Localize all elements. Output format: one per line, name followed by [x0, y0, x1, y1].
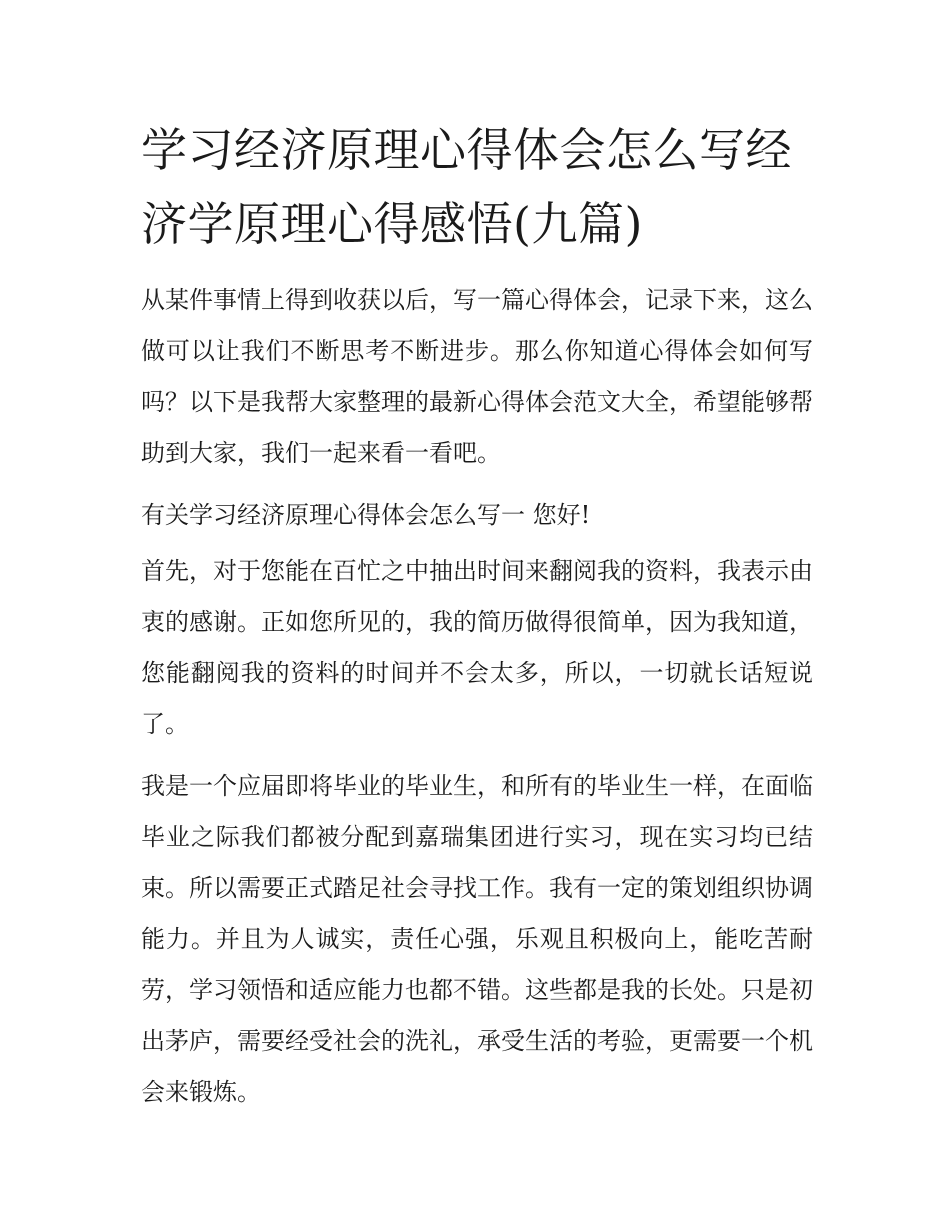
- body-paragraph: 首先，对于您能在百忙之中抽出时间来翻阅我的资料，我表示由衷的感谢。正如您所见的，我的简历做得很简单，因为我知道，您能翻阅我的资料的时间并不会太多，所以，一切就长话短说了。: [141, 557, 813, 738]
- document-title: 学习经济原理心得体会怎么写经济学原理心得感悟(九篇): [141, 123, 792, 251]
- intro-paragraph: 从某件事情上得到收获以后，写一篇心得体会，记录下来，这么做可以让我们不断思考不断进步。那么你知道心得体会如何写吗？以下是我帮大家整理的最新心得体会范文大全，希望能够帮助到大家，我们一起来看一看吧。: [141, 286, 813, 467]
- body-paragraph: 我是一个应届即将毕业的毕业生，和所有的毕业生一样，在面临毕业之际我们都被分配到嘉瑞集团进行实习，现在实习均已结束。所以需要正式踏足社会寻找工作。我有一定的策划组织协调能力。并且为人诚实，责任心强，乐观且积极向上，能吃苦耐劳，学习领悟和适应能力也都不错。这些都是我的长处。只是初出茅庐，需要经受社会的洗礼，承受生活的考验，更需要一个机会来锻炼。: [141, 772, 813, 1106]
- document-page: [141, 113, 813, 1129]
- section-heading-paragraph: 有关学习经济原理心得体会怎么写一 您好!: [141, 501, 591, 529]
